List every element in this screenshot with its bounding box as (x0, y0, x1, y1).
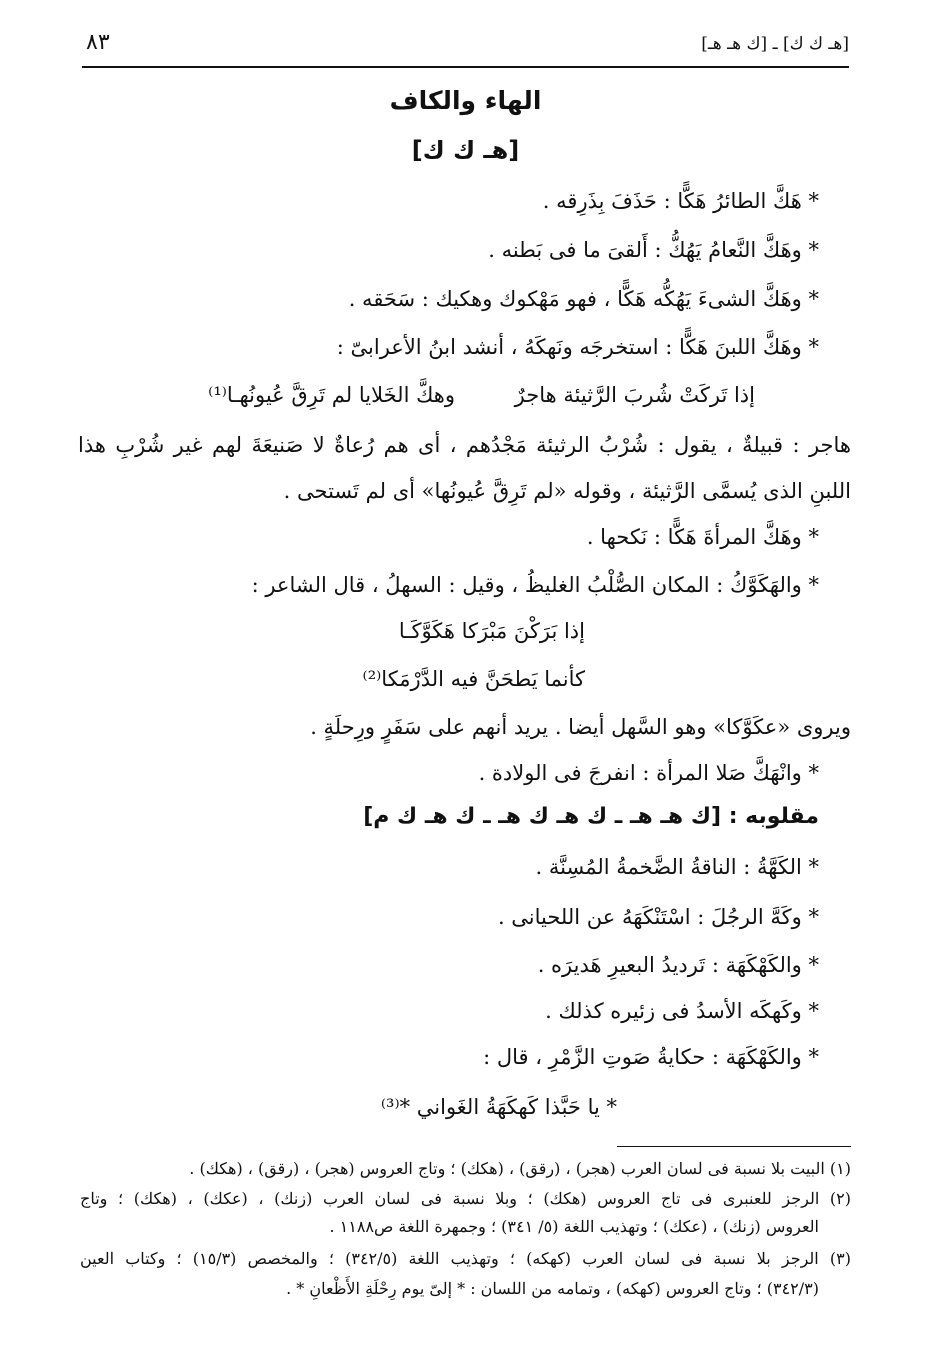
footnote-3-continued: (٣٤٢/٣) ؛ وتاج العروس (كهكه) ، وتمامه من اللسان : * إلىّ يوم رِحْلَةِ الأَظْعانِ * . (286, 1279, 819, 1298)
verse-hemistich-second: وهكَّ الخَلايا لم تَرِقَّ عُيونُهـا⁽¹⁾ (208, 383, 455, 407)
root-title: [هـ ك ك] (411, 136, 520, 164)
footnote-3: (٣) الرجز بلا نسبة فى لسان العرب (كهكه) ؛ وتهذيب اللغة (٣٤٢/٥) ؛ والمخصص (١٥/٣) ؛ وكتاب العين (80, 1249, 852, 1268)
header-entry-range: [هـ ك ك] ـ [ك هـ هـ] (701, 34, 849, 54)
entry-line: * وكَهكَه الأسدُ فى زئيره كذلك . (545, 999, 819, 1023)
entry-line: * وهَكَّ النَّعامُ يَهُكُّ : أَلقىَ ما فى بَطنه . (488, 238, 819, 262)
rajaz-line: إذا بَرَكْنَ مَبْرَكا هَكَوَّكَـا (398, 619, 585, 643)
footnote-rule (617, 1146, 851, 1147)
entry-line: * هَكَّ الطائرُ هَكًّا : حَذَفَ بِذَرِقه . (542, 189, 819, 213)
entry-line: * والكَهْكَهَة : تَرديدُ البعيرِ هَديرَه . (537, 953, 819, 977)
header-rule (82, 66, 849, 68)
entry-line: * وهَكَّ اللبنَ هَكًّا : استخرجَه ونَهكَهُ ، أنشد ابنُ الأعرابىّ : (336, 335, 819, 359)
commentary-line: ويروى «عكَوَّكا» وهو السَّهل أيضا . يريد أنهم على سَفَرٍ ورِحلَةٍ . (310, 715, 851, 739)
entry-line: * والكَهْكَهَة : حكايةُ صَوتِ الزَّمْرِ ، قال : (483, 1045, 819, 1069)
page-number: ٨٣ (86, 30, 110, 55)
entry-line: * الكَهَّةُ : الناقةُ الضَّخمةُ المُسِنَّة . (535, 855, 819, 879)
rajaz-line: كأنما يَطحَنَّ فيه الدَّرْمَكا⁽²⁾ (362, 667, 585, 691)
footnote-1: (١) البيت بلا نسبة فى لسان العرب (هجر) ، (رقق) ، (هكك) ؛ وتاج العروس (هجر) ، (رقق) ، (هكك) . (189, 1159, 851, 1178)
footnote-2-continued: العروس (زنك) ، (عكك) ؛ وتهذيب اللغة (٥/ ٣٤١) ؛ وجمهرة اللغة ص١١٨٨ . (329, 1217, 819, 1236)
verse-hemistich-first: إذا تَركَتْ شُربَ الرَّثيئة هاجرٌ (514, 383, 755, 407)
entry-line: * وهَكَّ الشىءَ يَهُكُّه هَكًّا ، فهو مَهْكوك وهكيك : سَحَقه . (348, 287, 819, 311)
entry-line: * وهَكَّ المرأةَ هَكًّا : نَكحها . (586, 525, 819, 549)
entry-line: * والهَكَوَّكُ : المكان الصُّلْبُ الغليظُ ، وقيل : السهلُ ، قال الشاعر : (251, 573, 819, 597)
running-header (82, 30, 849, 62)
section-title: الهاء والكاف (389, 86, 542, 115)
commentary-line: هاجر : قبيلةٌ ، يقول : شُرْبُ الرثيئة مَجْدُهم ، أى هم رُعاةٌ لا صَنيعَةَ لهم غير شُرْبِ هذا (78, 433, 851, 457)
footnote-2: (٢) الرجز للعنبرى فى تاج العروس (هكك) ؛ وبلا نسبة فى لسان العرب (زنك) ، (عكك) ، (هكك) ؛ وتاج (80, 1189, 851, 1208)
entry-line: * وكَهَّ الرجُلَ : اسْتَنْكَهَهُ عن اللحيانى . (497, 905, 819, 929)
commentary-line: اللبنِ الذى يُسمَّى الرَّثيئة ، وقوله «لم تَرِقَّ عُيونُها» أى لم تَستحى . (283, 479, 851, 503)
maqlub-heading: مقلوبه : [ك هـ هـ ـ ك هـ ك هـ ـ ك هـ ك م] (363, 804, 819, 829)
rajaz-line: * يا حَبَّذا كَهكَهَةُ الغَواني *⁽³⁾ (380, 1095, 617, 1119)
entry-line: * وانْهَكَّ صَلا المرأة : انفرجَ فى الولادة . (478, 761, 819, 785)
